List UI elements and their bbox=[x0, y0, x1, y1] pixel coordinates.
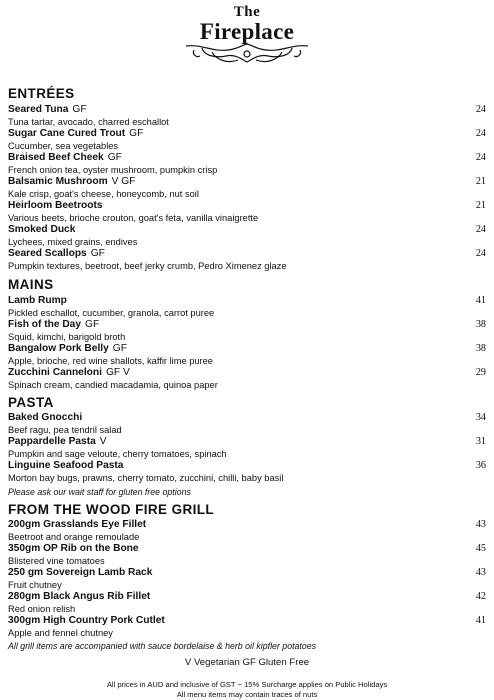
item-price: 24 bbox=[475, 104, 486, 115]
item-description: Apple and fennel chutney bbox=[8, 628, 113, 638]
item-price: 34 bbox=[475, 412, 486, 423]
item-description: Apple, brioche, red wine shallots, kaffir lime puree bbox=[8, 356, 213, 366]
dietary-tag: GF bbox=[85, 319, 100, 330]
menu-item bbox=[8, 460, 486, 488]
pasta-note: Please ask our wait staff for gluten free options bbox=[8, 487, 191, 497]
item-description: Cucumber, sea vegetables bbox=[8, 141, 119, 151]
item-description: Morton bay bugs, prawns, cherry tomato, zucchini, chilli, baby basil bbox=[8, 473, 284, 483]
section-title-pasta: PASTA bbox=[8, 395, 54, 410]
item-price: 38 bbox=[475, 319, 486, 330]
item-name: 250 gm Sovereign Lamb Rack bbox=[8, 567, 153, 578]
dietary-tag: GF bbox=[129, 128, 144, 139]
item-name: Pappardelle Pasta V bbox=[8, 436, 107, 447]
item-description: Squid, kimchi, barigold broth bbox=[8, 332, 126, 342]
item-price: 43 bbox=[475, 519, 486, 530]
item-price: 45 bbox=[475, 543, 486, 554]
menu-item bbox=[8, 248, 486, 276]
dietary-tag: GF V bbox=[105, 367, 130, 378]
item-name: Lamb Rump bbox=[8, 295, 67, 306]
item-price: 43 bbox=[475, 567, 486, 578]
item-name: Seared Tuna GF bbox=[8, 104, 87, 115]
item-description: Kale crisp, goat's cheese, honeycomb, nut soil bbox=[8, 189, 199, 199]
item-name: 300gm High Country Pork Cutlet bbox=[8, 615, 165, 626]
item-name: Linguine Seafood Pasta bbox=[8, 460, 124, 471]
dietary-tag: V GF bbox=[111, 176, 136, 187]
grill-note: All grill items are accompanied with sauce bordelaise & herb oil kipfler potatoes bbox=[8, 641, 317, 651]
footer-nuts-note: All menu items may contain traces of nuts bbox=[176, 690, 318, 699]
dietary-tag: GF bbox=[107, 152, 122, 163]
item-description: Pickled eschallot, cucumber, granola, carrot puree bbox=[8, 308, 215, 318]
logo-name: Fireplace bbox=[199, 19, 295, 44]
item-description: Beetroot and orange remoulade bbox=[8, 532, 140, 542]
item-price: 24 bbox=[475, 128, 486, 139]
item-description: French onion tea, oyster mushroom, pumpkin crisp bbox=[8, 165, 218, 175]
section-title-entrees: ENTRÉES bbox=[8, 86, 75, 101]
item-name: Heirloom Beetroots bbox=[8, 200, 103, 211]
item-price: 29 bbox=[475, 367, 486, 378]
item-description: Tuna tartar, avocado, charred eschallot bbox=[8, 117, 169, 127]
item-price: 41 bbox=[475, 295, 486, 306]
item-name: 280gm Black Angus Rib Fillet bbox=[8, 591, 151, 602]
restaurant-logo bbox=[176, 2, 318, 66]
item-name: Sugar Cane Cured Trout GF bbox=[8, 128, 144, 139]
item-price: 24 bbox=[475, 224, 486, 235]
item-name: Seared Scallops GF bbox=[8, 248, 105, 259]
dietary-tag: GF bbox=[112, 343, 127, 354]
item-name: 350gm OP Rib on the Bone bbox=[8, 543, 139, 554]
logo-the: The bbox=[233, 4, 261, 20]
item-name: Braised Beef Cheek GF bbox=[8, 152, 122, 163]
logo-ornament-icon bbox=[182, 42, 312, 66]
item-description: Red onion relish bbox=[8, 604, 76, 614]
item-price: 21 bbox=[475, 200, 486, 211]
item-name: Fish of the Day GF bbox=[8, 319, 100, 330]
item-description: Pumpkin and sage veloute, cherry tomatoes, spinach bbox=[8, 449, 227, 459]
footer-prices-note: All prices in AUD and inclusive of GST ~ 15% Surcharge applies on Public Holidays bbox=[106, 680, 388, 689]
item-description: Blistered vine tomatoes bbox=[8, 556, 105, 566]
item-price: 31 bbox=[475, 436, 486, 447]
item-price: 24 bbox=[475, 248, 486, 259]
item-price: 21 bbox=[475, 176, 486, 187]
item-name: Baked Gnocchi bbox=[8, 412, 83, 423]
item-description: Pumpkin textures, beetroot, beef jerky crumb, Pedro Ximenez glaze bbox=[8, 261, 287, 271]
section-title-grill: FROM THE WOOD FIRE GRILL bbox=[8, 502, 215, 517]
item-price: 38 bbox=[475, 343, 486, 354]
dietary-legend: V Vegetarian GF Gluten Free bbox=[184, 657, 310, 668]
dietary-tag: GF bbox=[72, 104, 87, 115]
item-name: Smoked Duck bbox=[8, 224, 76, 235]
item-name: Zucchini Canneloni GF V bbox=[8, 367, 130, 378]
menu-item bbox=[8, 367, 486, 395]
dietary-tag: GF bbox=[90, 248, 105, 259]
item-name: Bangalow Pork Belly GF bbox=[8, 343, 127, 354]
item-name: Balsamic Mushroom V GF bbox=[8, 176, 136, 187]
item-price: 41 bbox=[475, 615, 486, 626]
item-description: Various beets, brioche crouton, goat's feta, vanilla vinaigrette bbox=[8, 213, 259, 223]
item-price: 36 bbox=[475, 460, 486, 471]
menu-item bbox=[8, 615, 486, 643]
dietary-tag: V bbox=[99, 436, 107, 447]
item-description: Fruit chutney bbox=[8, 580, 62, 590]
section-title-mains: MAINS bbox=[8, 277, 54, 292]
item-description: Lychees, mixed grains, endives bbox=[8, 237, 138, 247]
item-name: 200gm Grasslands Eye Fillet bbox=[8, 519, 147, 530]
item-price: 24 bbox=[475, 152, 486, 163]
item-description: Beef ragu, pea tendril salad bbox=[8, 425, 122, 435]
item-description: Spinach cream, candied macadamia, quinoa paper bbox=[8, 380, 218, 390]
item-price: 42 bbox=[475, 591, 486, 602]
